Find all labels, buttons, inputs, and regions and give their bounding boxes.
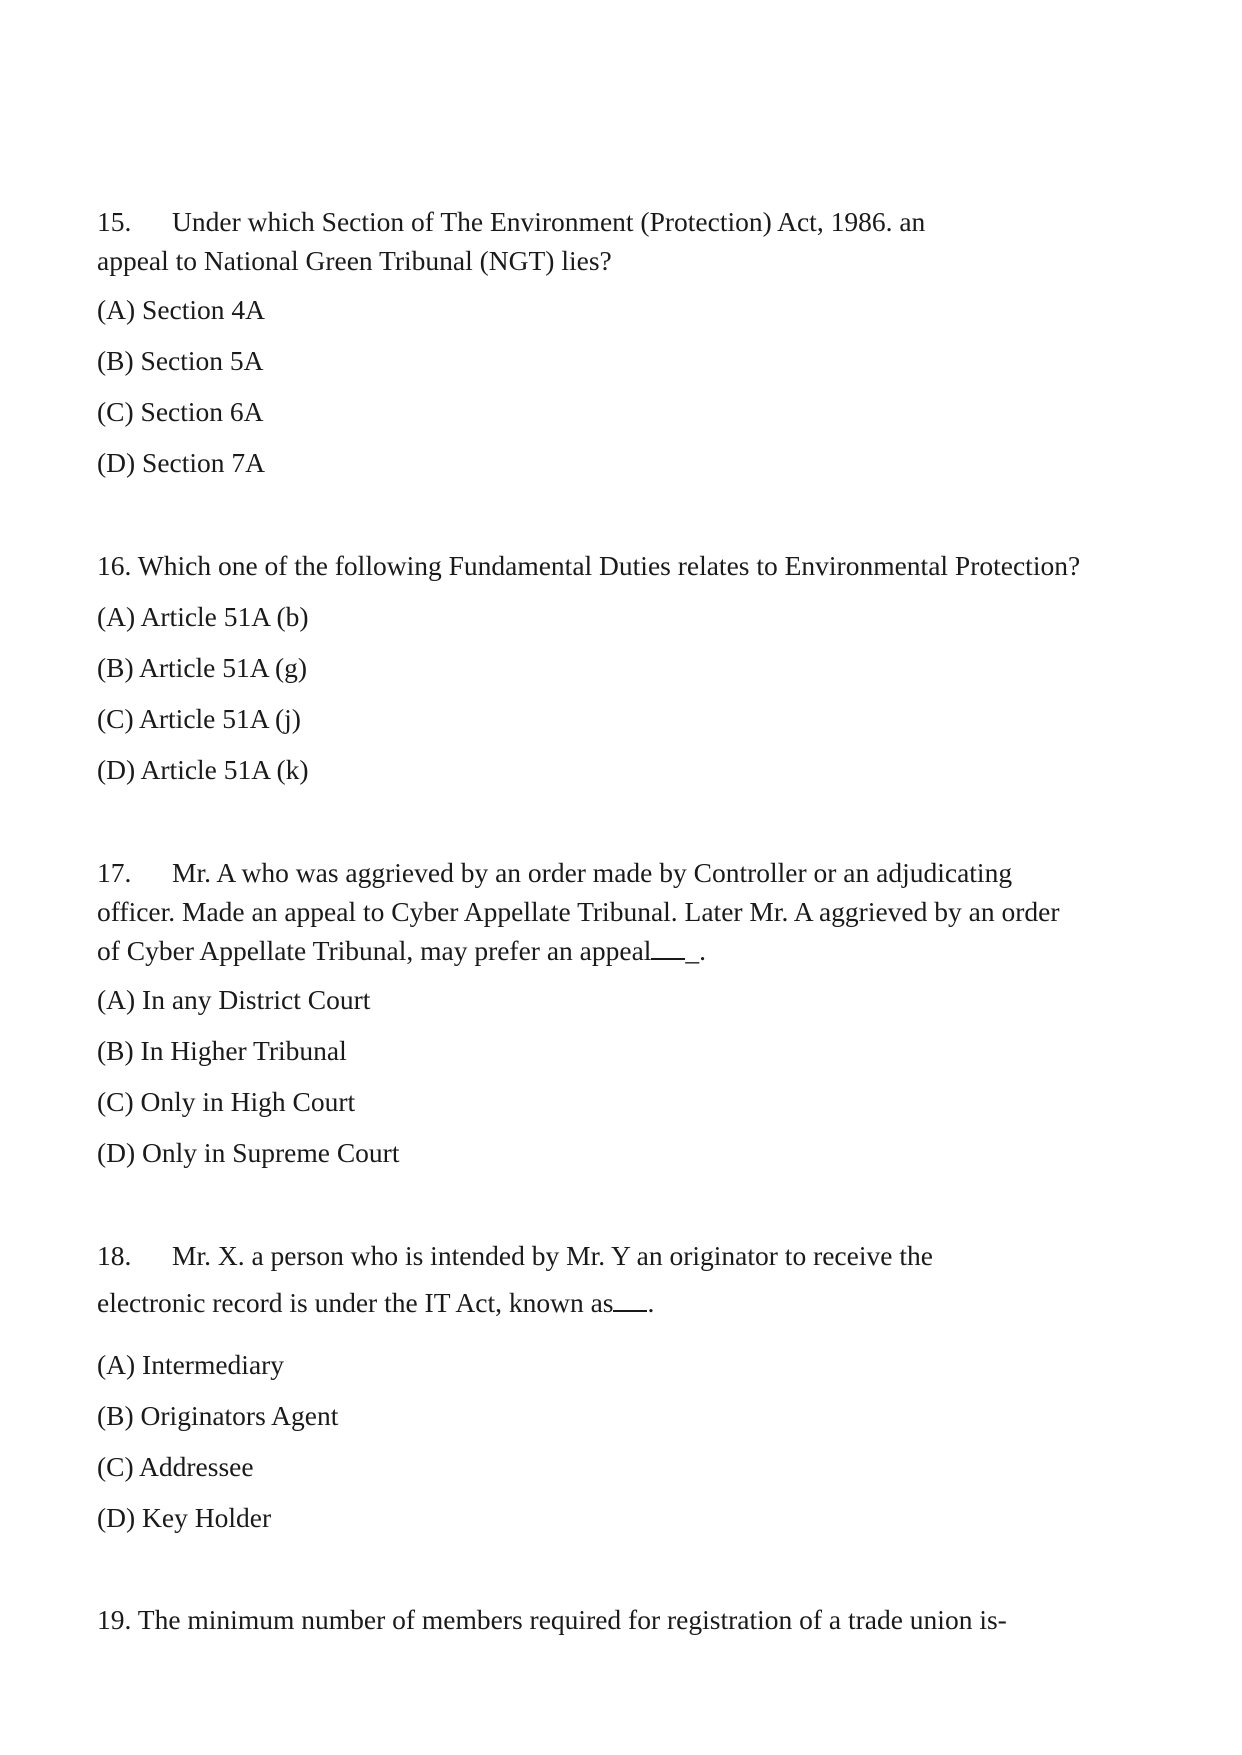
question-line: of Cyber Appellate Tribunal, may prefer an appeal (97, 935, 652, 966)
answer-blank (613, 1288, 647, 1312)
question-number: 15. (97, 206, 132, 237)
question-line-end: _. (685, 935, 707, 966)
option-a: (A) In any District Court (97, 984, 371, 1015)
question-line: The minimum number of members required for registration of a trade union is- (137, 1604, 1007, 1635)
question-number: 16. (97, 550, 132, 581)
question-line: Under which Section of The Environment (Protection) Act, 1986. an (172, 206, 926, 237)
option-b: (B) Originators Agent (97, 1400, 339, 1431)
option-d: (D) Key Holder (97, 1502, 272, 1533)
option-b: (B) Section 5A (97, 345, 264, 376)
question-number: 17. (97, 857, 132, 888)
option-a: (A) Section 4A (97, 294, 266, 325)
question-19-text (97, 1600, 1197, 1639)
option-d: (D) Only in Supreme Court (97, 1137, 400, 1168)
option-a: (A) Intermediary (97, 1349, 285, 1380)
option-a: (A) Article 51A (b) (97, 601, 309, 632)
answer-blank (651, 936, 685, 960)
question-15-text (97, 202, 1197, 280)
question-line: Which one of the following Fundamental Duties relates to Environmental Protection? (137, 550, 1081, 581)
question-17-text (97, 853, 1197, 970)
question-line: appeal to National Green Tribunal (NGT) lies? (97, 245, 612, 276)
question-line: electronic record is under the IT Act, known as (97, 1287, 614, 1318)
question-16-text (97, 546, 1197, 585)
question-number: 18. (97, 1240, 132, 1271)
question-line: officer. Made an appeal to Cyber Appellate Tribunal. Later Mr. A aggrieved by an order (97, 896, 1060, 927)
option-d: (D) Article 51A (k) (97, 754, 309, 785)
option-c: (C) Section 6A (97, 396, 264, 427)
option-b: (B) Article 51A (g) (97, 652, 308, 683)
option-c: (C) Article 51A (j) (97, 703, 301, 734)
option-c: (C) Addressee (97, 1451, 254, 1482)
question-line-end: . (647, 1287, 655, 1318)
question-line: Mr. X. a person who is intended by Mr. Y an originator to receive the (172, 1240, 933, 1271)
option-d: (D) Section 7A (97, 447, 266, 478)
option-c: (C) Only in High Court (97, 1086, 356, 1117)
question-line: Mr. A who was aggrieved by an order made by Controller or an adjudicating (172, 857, 1013, 888)
question-number: 19. (97, 1604, 132, 1635)
option-b: (B) In Higher Tribunal (97, 1035, 347, 1066)
question-18-text (97, 1236, 1197, 1322)
